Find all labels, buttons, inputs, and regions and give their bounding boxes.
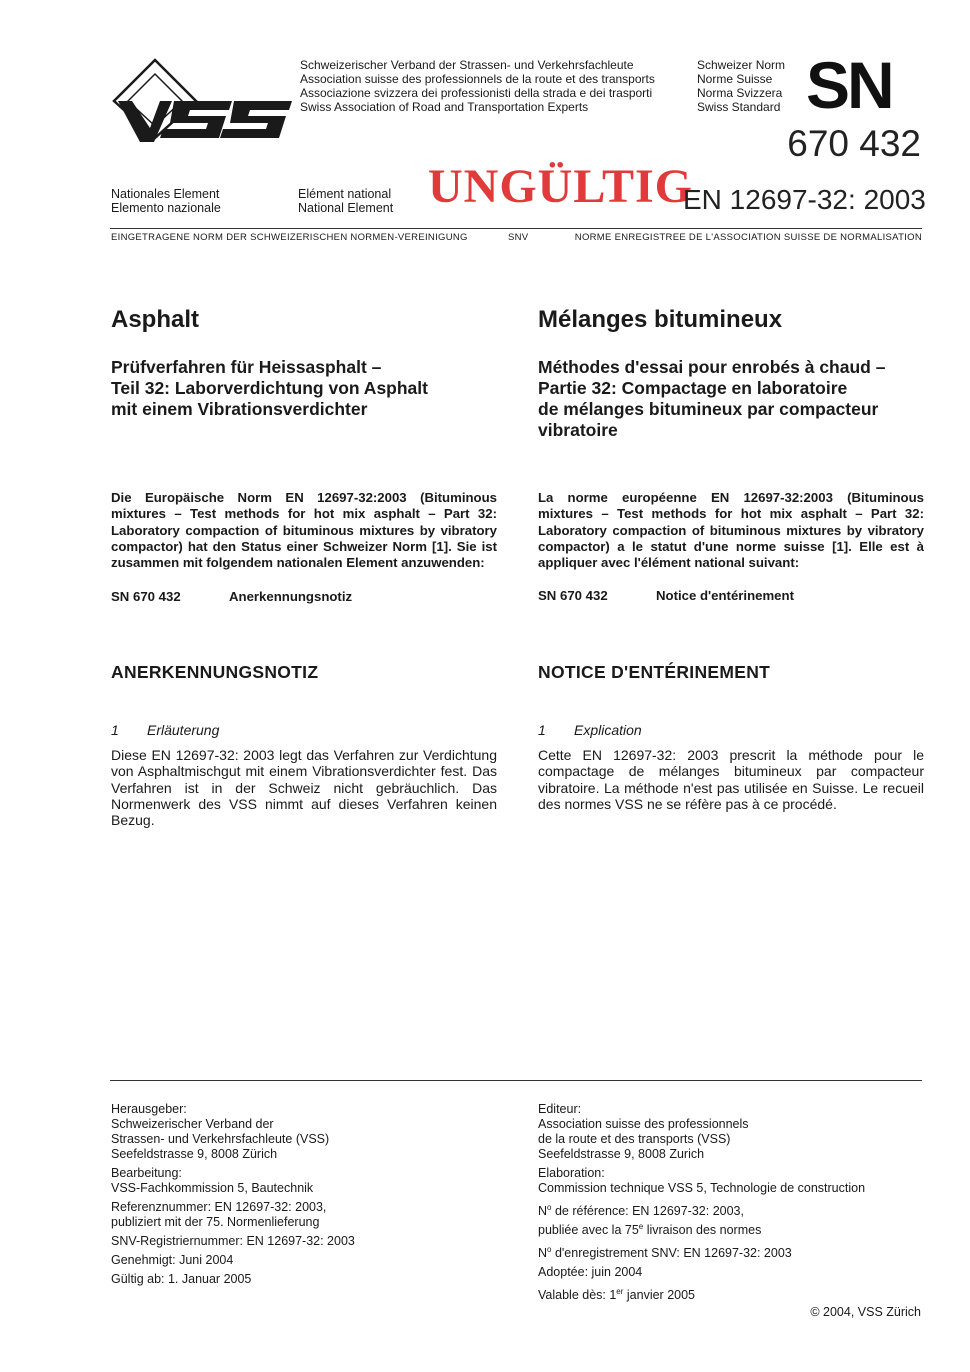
subtitle-de [111,357,497,420]
footer-divider [110,1080,922,1081]
publisher-line-de: Strassen- und Verkehrsfachleute (VSS) [111,1132,330,1146]
standard-name-fr: Norme Suisse [697,72,773,86]
subtitle-fr-line: de mélanges bitumineux par compacteur [538,399,879,419]
standard-names [697,58,785,114]
subtitle-de-line: Prüfverfahren für Heissasphalt – [111,357,382,377]
header-divider [110,228,922,229]
standard-name-en: Swiss Standard [697,100,781,114]
reference-delivery-de: publiziert mit der 75. Normenlieferung [111,1215,320,1229]
association-name-it: Associazione svizzera dei professionisti della strada e dei trasporti [300,86,653,100]
valid-from-de: Gültig ab: 1. Januar 2005 [111,1272,252,1286]
snv-registration-de: SNV-Registriernummer: EN 12697-32: 2003 [111,1234,355,1248]
valid-from-fr: Valable dès: 1er janvier 2005 [538,1287,695,1303]
subsection-fr [538,722,924,739]
subsection-title-de: Erläuterung [147,722,220,738]
subsection-title-fr: Explication [574,722,642,738]
reference-delivery-fr: publiée avec la 75e livraison des normes [538,1222,762,1238]
publisher-line-de: Schweizerischer Verband der [111,1117,274,1131]
national-element-left [111,187,221,215]
association-name-fr: Association suisse des professionnels de la route et des transports [300,72,655,86]
editing-value-de: VSS-Fachkommission 5, Bautechnik [111,1181,314,1195]
snv-registration-fr: $N^o$ d'enregistrement SNV: EN 12697-32: 2003 [538,1245,792,1261]
reference-number-de: Referenznummer: EN 12697-32: 2003, [111,1200,327,1214]
publisher-label-de: Herausgeber: [111,1102,187,1116]
national-element-fr: Elément national [298,187,392,201]
subtitle-fr-line: vibratoire [538,420,618,440]
publisher-line-fr: Seefeldstrasse 9, 8008 Zurich [538,1147,705,1161]
subsection-number-de: 1 [111,722,119,738]
reference-label-de: Anerkennungsnotiz [229,589,353,604]
registration-snv: SNV [508,232,529,243]
publisher-line-fr: de la route et des transports (VSS) [538,1132,731,1146]
subsection-de [111,722,497,739]
reference-fr [538,588,924,604]
publisher-label-fr: Editeur: [538,1102,582,1116]
footer-fr [538,1102,922,1304]
subsection-number-fr: 1 [538,722,546,738]
vss-logo [110,56,292,142]
subtitle-de-line: mit einem Vibrationsverdichter [111,399,368,419]
association-name-en: Swiss Association of Road and Transportation Experts [300,100,589,114]
intro-de: Die Europäische Norm EN 12697-32:2003 (Bituminous mixtures – Test methods for hot mix asphalt – Part 32: Laboratory compaction of bituminous mixtures by vibratory compactor) hat den Status einer Schweizer Norm [1]. Sie ist zusammen mit folgendem nationalen Element anzuwenden: [111,490,497,571]
subtitle-fr-line: Partie 32: Compactage en laboratoire [538,378,848,398]
reference-number-fr: $N^o$ de référence: EN 12697-32: 2003, [538,1203,744,1219]
national-element-mid [298,187,393,215]
invalid-stamp: UNGÜLTIG [428,160,693,213]
publisher-line-de: Seefeldstrasse 9, 8008 Zürich [111,1147,278,1161]
association-names [300,58,655,114]
registration-note-de: EINGETRAGENE NORM DER SCHWEIZERISCHEN NORMEN-VEREINIGUNG [111,232,468,243]
intro-fr: La norme européenne EN 12697-32:2003 (Bituminous mixtures – Test methods for hot mix asphalt – Part 32: Laboratory compaction of bituminous mixtures by vibratory compactor) a le statut d'une norme suisse [1]. Elle est à appliquer avec l'élément national suivant: [538,490,924,571]
registration-note-fr: NORME ENREGISTREE DE L'ASSOCIATION SUISSE DE NORMALISATION [574,232,922,243]
national-element-de: Nationales Element [111,187,220,201]
reference-de [111,589,497,605]
editing-label-fr: Elaboration: [538,1166,605,1180]
sn-number: 670 432 [787,123,921,164]
subtitle-fr [538,357,924,441]
editing-label-de: Bearbeitung: [111,1166,182,1180]
body-text-de: Diese EN 12697-32: 2003 legt das Verfahren zur Verdichtung von Asphaltmischgut mit einem Vibrationsverdichter fest. Das Verfahren ist in der Schweiz nicht gebräuchlich. Das Normenwerk des VSS nimmt auf dieses Verfahren keinen Bezug. [111,747,497,829]
sn-logo: SN [806,48,892,122]
standard-name-it: Norma Svizzera [697,86,783,100]
approved-fr: Adoptée: juin 2004 [538,1265,643,1280]
publisher-line-fr: Association suisse des professionnels [538,1117,749,1131]
section-title-fr: NOTICE D'ENTÉRINEMENT [538,662,771,682]
reference-label-fr: Notice d'entérinement [656,588,794,603]
editing-value-fr: Commission technique VSS 5, Technologie de construction [538,1181,866,1195]
footer-de [111,1102,511,1287]
title-fr: Mélanges bitumineux [538,306,783,333]
reference-code-de: SN 670 432 [111,589,181,604]
title-de: Asphalt [111,306,200,333]
reference-code-fr: SN 670 432 [538,588,608,603]
approved-de: Genehmigt: Juni 2004 [111,1253,234,1267]
copyright: © 2004, VSS Zürich [810,1305,921,1319]
subtitle-de-line: Teil 32: Laborverdichtung von Asphalt [111,378,428,398]
national-element-en: National Element [298,201,394,215]
association-name-de: Schweizerischer Verband der Strassen- und Verkehrsfachleute [300,58,634,72]
subtitle-fr-line: Méthodes d'essai pour enrobés à chaud – [538,357,886,377]
national-element-it: Elemento nazionale [111,201,221,215]
section-title-de: ANERKENNUNGSNOTIZ [111,662,319,682]
standard-name-de: Schweizer Norm [697,58,786,72]
en-standard-code: EN 12697-32: 2003 [683,184,926,215]
body-text-fr: Cette EN 12697-32: 2003 prescrit la méthode pour le compactage de mélanges bitumineux par compacteur vibratoire. La méthode n'est pas utilisée en Suisse. Le recueil des normes VSS ne se réfère pas à ce procédé. [538,747,924,812]
